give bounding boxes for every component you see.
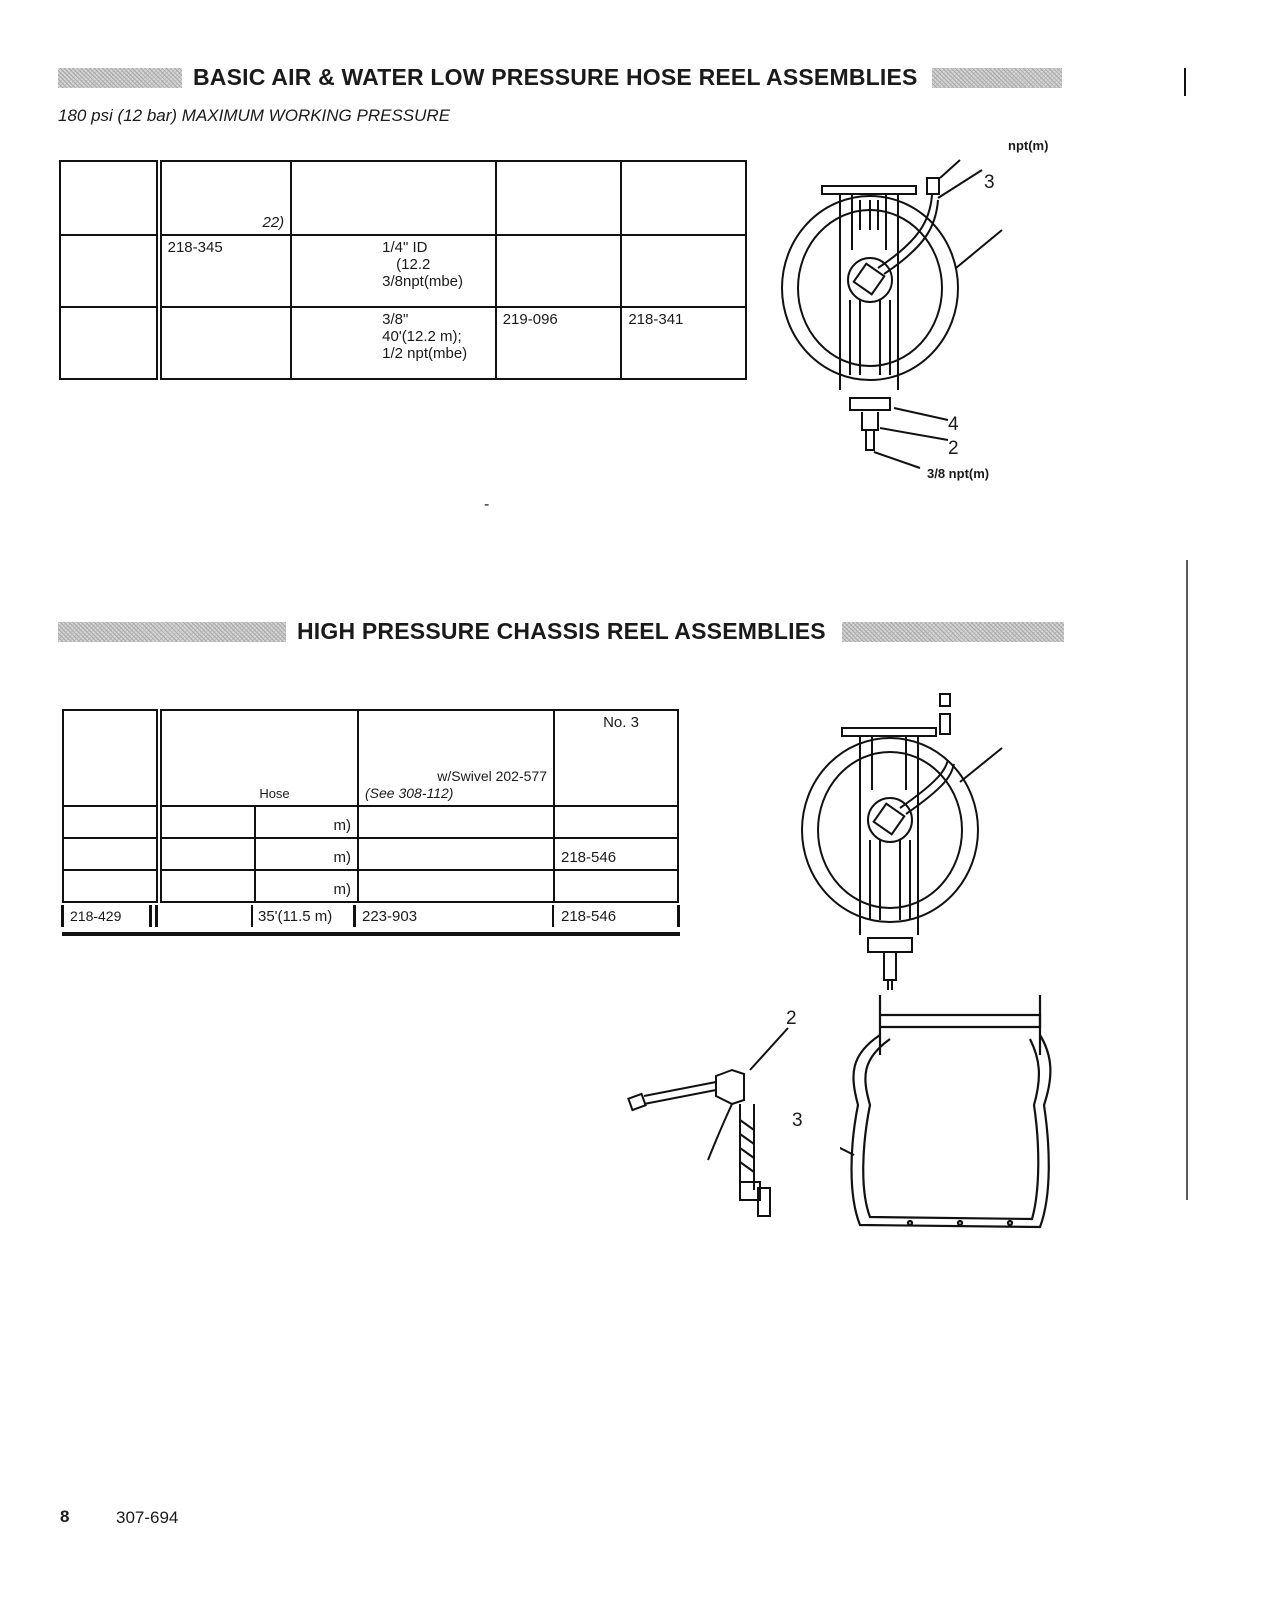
table-cell: 219-096 bbox=[496, 307, 622, 379]
callout-3: 3 bbox=[984, 172, 995, 193]
last-row-part: 218-429 bbox=[70, 908, 122, 924]
table-cell: 1/4" ID (12.2 3/8npt(mbe) bbox=[291, 235, 496, 307]
heading-hatch-left bbox=[58, 68, 182, 88]
chassis-reel-diagram bbox=[780, 690, 1020, 1000]
stray-dash: - bbox=[484, 496, 490, 513]
heading-hatch-left bbox=[58, 622, 286, 642]
section2-table bbox=[62, 709, 679, 903]
table-row: m) bbox=[63, 806, 678, 838]
margin-line bbox=[1184, 68, 1186, 96]
page-number: 8 bbox=[60, 1507, 70, 1526]
heading-hatch-right bbox=[842, 622, 1064, 642]
table-cell bbox=[63, 710, 159, 806]
table-cell: 22) bbox=[159, 161, 292, 235]
table-bottom-rule bbox=[62, 932, 680, 936]
section1-subtitle: 180 psi (12 bar) MAXIMUM WORKING PRESSURE bbox=[58, 106, 451, 125]
table-cell bbox=[621, 161, 746, 235]
margin-line bbox=[1186, 560, 1188, 1200]
hose-reel-diagram bbox=[770, 150, 1050, 490]
table-cell: 3/8" 40'(12.2 m); 1/2 npt(mbe) bbox=[291, 307, 496, 379]
gun-callout-2: 2 bbox=[786, 1008, 797, 1029]
heading-hatch-right bbox=[932, 68, 1062, 88]
table-cell: w/Swivel 202-577 (See 308-112) bbox=[358, 710, 554, 806]
table-cell bbox=[60, 307, 159, 379]
table-row: m) 218-546 bbox=[63, 838, 678, 870]
section1-title: BASIC AIR & WATER LOW PRESSURE HOSE REEL ASSEMBLIES bbox=[193, 64, 918, 90]
table-cell bbox=[159, 307, 292, 379]
callout-4: 4 bbox=[948, 414, 959, 435]
section2-title: HIGH PRESSURE CHASSIS REEL ASSEMBLIES bbox=[297, 618, 826, 644]
chassis-frame-diagram bbox=[840, 995, 1060, 1245]
last-row-swivel: 223-903 bbox=[362, 908, 418, 925]
table-cell bbox=[60, 235, 159, 307]
table-cell: 218-345 bbox=[159, 235, 292, 307]
table-cell: Hose bbox=[159, 710, 358, 806]
last-row-reel: 218-546 bbox=[561, 908, 617, 925]
frame-callout-3: 3 bbox=[792, 1110, 803, 1131]
gun-diagram bbox=[620, 1010, 800, 1225]
table-cell bbox=[291, 161, 496, 235]
npt-bottom-label: 3/8 npt(m) bbox=[927, 466, 990, 481]
table-cell bbox=[60, 161, 159, 235]
npt-top-label: npt(m) bbox=[1008, 138, 1049, 153]
table-cell: No. 3 bbox=[554, 710, 678, 806]
table-cell bbox=[496, 161, 622, 235]
last-row-length: 35'(11.5 m) bbox=[258, 908, 333, 925]
table-cell bbox=[496, 235, 622, 307]
callout-2: 2 bbox=[948, 438, 959, 459]
table-cell bbox=[621, 235, 746, 307]
table-row: m) bbox=[63, 870, 678, 902]
table-cell: 218-341 bbox=[621, 307, 746, 379]
section1-table bbox=[59, 160, 747, 380]
document-number: 307-694 bbox=[116, 1508, 179, 1527]
